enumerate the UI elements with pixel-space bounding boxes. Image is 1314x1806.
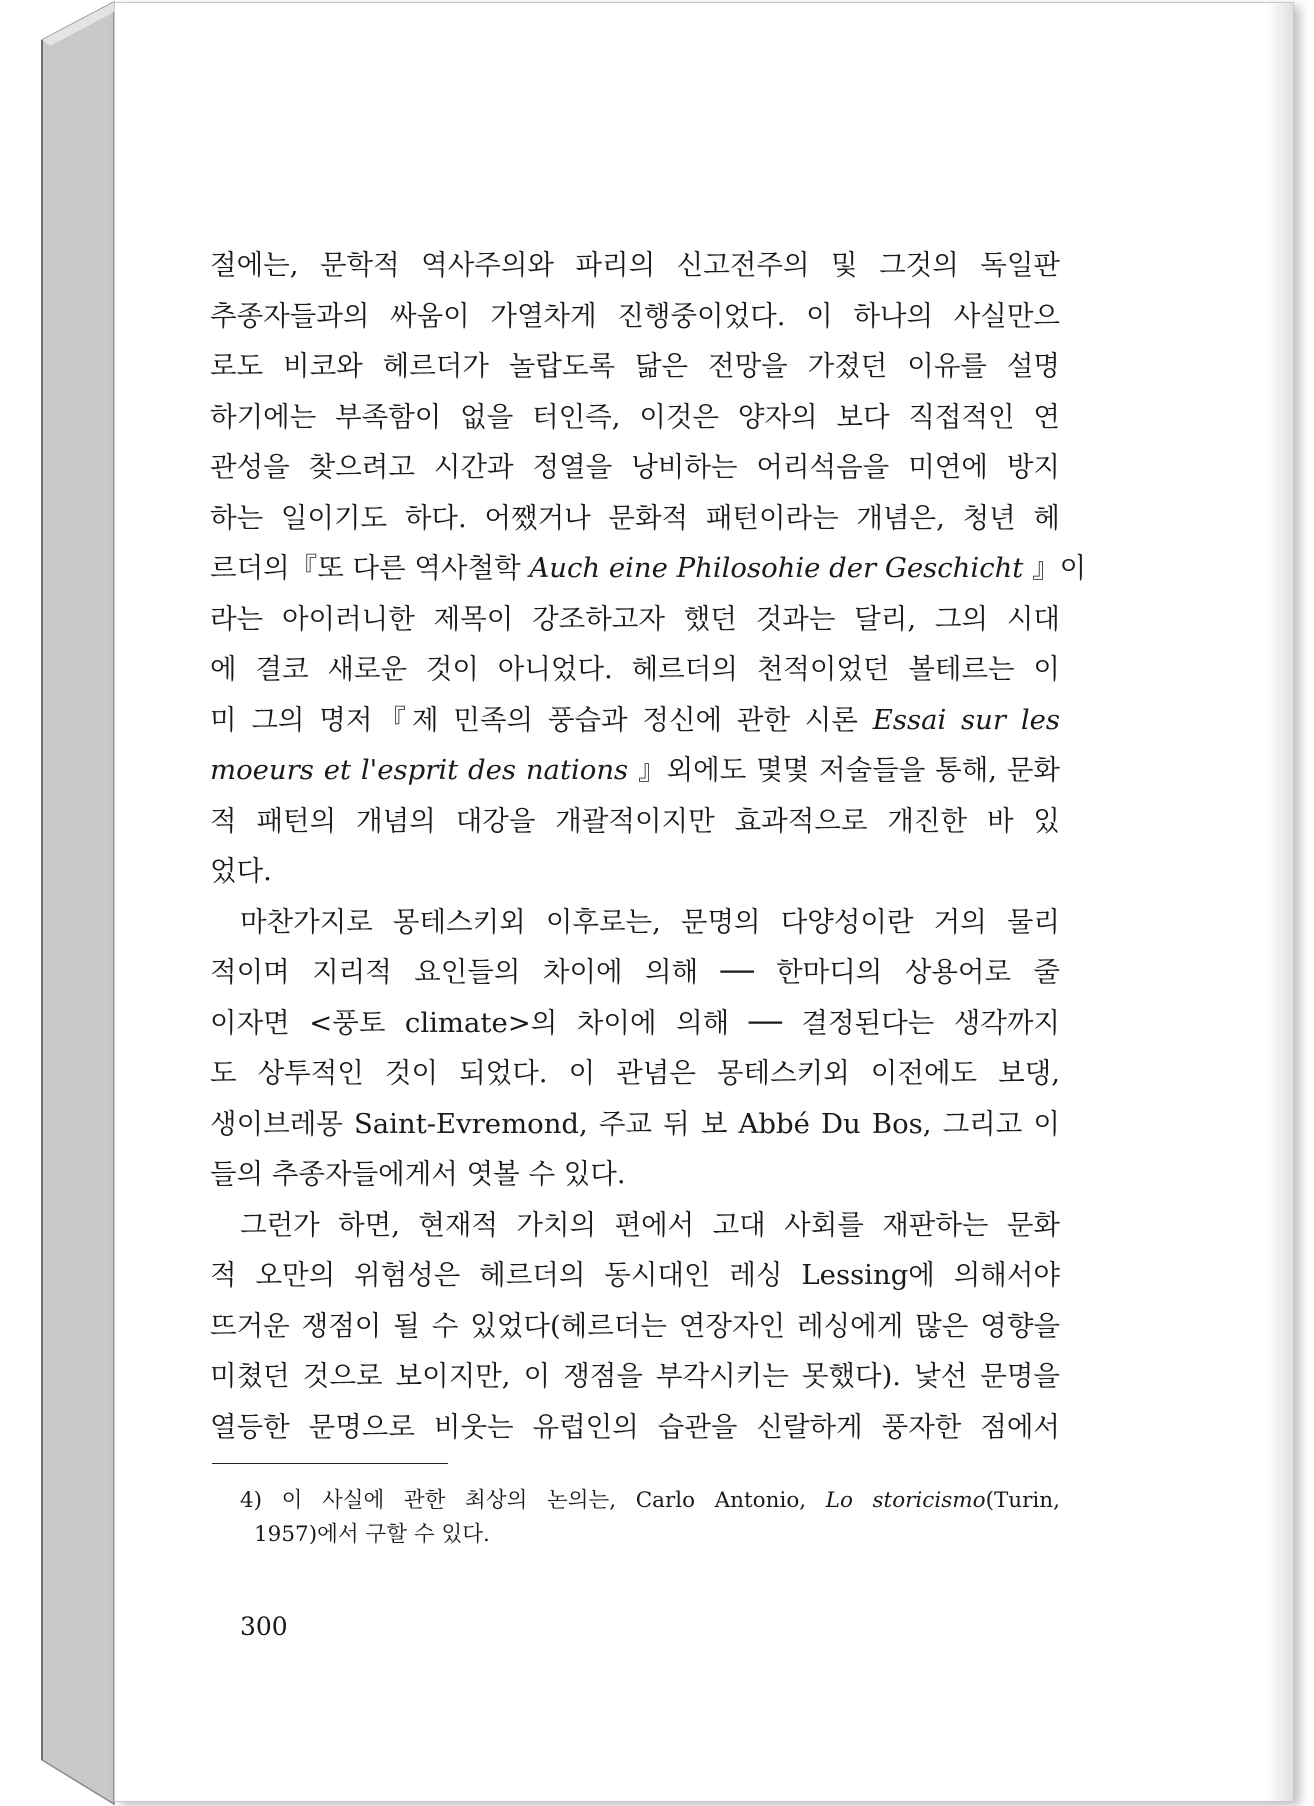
text-line: 이자면 <풍토 climate>의 차이에 의해 ── 결정된다는 생각까지 [210, 1006, 1060, 1039]
body-text [210, 240, 1087, 1452]
text-line: 관성을 찾으려고 시간과 정열을 낭비하는 어리석음을 미연에 방지 [210, 451, 1060, 483]
text-line [210, 543, 1087, 594]
text-segment: 』이 [1032, 552, 1087, 584]
text-line: 추종자들과의 싸움이 가열차게 진행중이었다. 이 하나의 사실만으 [210, 299, 1060, 332]
text-line: 적 패턴의 개념의 대강을 개괄적이지만 효과적으로 개진한 바 있 [210, 804, 1060, 837]
text-line: 라는 아이러니한 제목이 강조하고자 했던 것과는 달리, 그의 시대 [210, 602, 1060, 635]
footnote-line [240, 1484, 1060, 1518]
text-line: 로도 비코와 헤르더가 놀랍도록 닮은 전망을 가졌던 이유를 설명 [210, 350, 1060, 382]
book-title-italic: moeurs et l'esprit des nations [210, 754, 629, 786]
page-number: 300 [240, 1612, 288, 1641]
text-line: 열등한 문명으로 비웃는 유럽인의 습관을 신랄하게 풍자한 점에서 [210, 1410, 1060, 1443]
text-line [210, 695, 1060, 746]
text-segment: 』외에도 몇몇 저술들을 통해, 문화 [638, 754, 1060, 786]
page-edge-shade [1267, 3, 1293, 1801]
footnote-text: 4) 이 사실에 관한 최상의 논의는, Carlo Antonio, [240, 1488, 826, 1513]
text-line: 뜨거운 쟁점이 될 수 있었다(헤르더는 연장자인 레싱에게 많은 영향을 [210, 1309, 1060, 1342]
text-line: 적이며 지리적 요인들의 차이에 의해 ── 한마디의 상용어로 줄 [210, 956, 1060, 988]
text-line: 하기에는 부족함이 없을 터인즉, 이것은 양자의 보다 직접적인 연 [210, 400, 1060, 433]
book-title-italic: Auch eine Philosohie der Geschicht [529, 552, 1024, 584]
text-line: 들의 추종자들에게서 엿볼 수 있다. [210, 1158, 626, 1190]
text-segment: 르더의『또 다른 역사철학 [210, 552, 521, 584]
text-segment: 미 그의 명저『제 민족의 풍습과 정신에 관한 시론 [210, 703, 858, 736]
text-line: 적 오만의 위험성은 헤르더의 동시대인 레싱 Lessing에 의해서야 [210, 1259, 1060, 1291]
footnote [240, 1484, 1060, 1552]
footnote-line: 1957)에서 구할 수 있다. [254, 1522, 490, 1547]
text-line: 하는 일이기도 하다. 어쨌거나 문화적 패턴이라는 개념은, 청년 헤 [210, 501, 1060, 534]
text-line: 었다. [210, 855, 272, 887]
footnote-text: (Turin, [985, 1488, 1060, 1513]
paragraph-start: 마찬가지로 몽테스키외 이후로는, 문명의 다양성이란 거의 물리 [240, 905, 1060, 938]
text-line: 도 상투적인 것이 되었다. 이 관념은 몽테스키외 이전에도 보댕, [210, 1057, 1060, 1089]
text-line: 절에는, 문학적 역사주의와 파리의 신고전주의 및 그것의 독일판 [210, 249, 1060, 281]
book-title-italic: Essai sur les [872, 703, 1061, 736]
text-line: 에 결코 새로운 것이 아니었다. 헤르더의 천적이었던 볼테르는 이 [210, 653, 1060, 685]
text-line: 생이브레몽 Saint-Evremond, 주교 뒤 보 Abbé Du Bos, 그리고 이 [210, 1107, 1060, 1140]
paragraph-start: 그런가 하면, 현재적 가치의 편에서 고대 사회를 재판하는 문화 [240, 1208, 1060, 1241]
text-line [210, 745, 1060, 796]
text-line: 미쳤던 것으로 보이지만, 이 쟁점을 부각시키는 못했다). 낯선 문명을 [210, 1360, 1060, 1392]
footnote-title-italic: Lo storicismo [825, 1488, 986, 1513]
footnote-divider [212, 1463, 448, 1464]
